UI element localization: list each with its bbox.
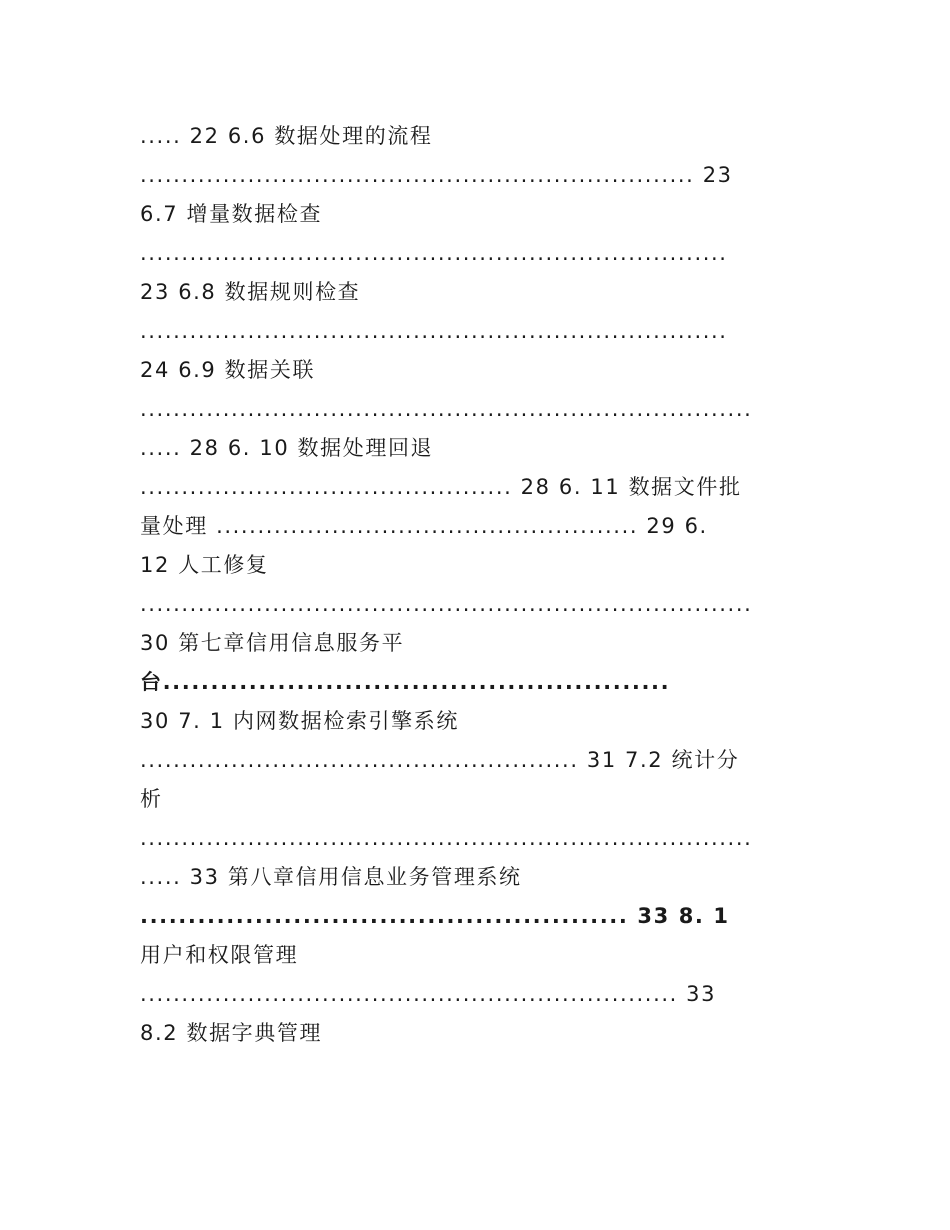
table-of-contents <box>140 117 820 1053</box>
toc-line: 23 6.8 数据规则检查 <box>140 280 361 304</box>
toc-line: 6.7 增量数据检查 <box>140 202 323 226</box>
toc-line: .......................................................................... <box>140 592 753 616</box>
toc-line: ....................................................................... <box>140 241 728 265</box>
toc-line: ..... 33 第八章信用信息业务管理系统 <box>140 865 522 889</box>
toc-line: 30 第七章信用信息服务平 <box>140 631 405 655</box>
toc-line: .......................................................................... <box>140 826 753 850</box>
toc-line: ................................................................... 23 <box>140 163 733 187</box>
toc-line: ................................................... 33 8. 1 <box>140 904 730 928</box>
toc-line: ............................................. 28 6. 11 数据文件批 <box>140 475 742 499</box>
toc-line: 台..................................................... <box>140 670 671 694</box>
toc-line: ..... 28 6. 10 数据处理回退 <box>140 436 434 460</box>
toc-line: ....................................................................... <box>140 319 728 343</box>
toc-line: 用户和权限管理 <box>140 943 299 967</box>
toc-line: 析 <box>140 787 163 811</box>
toc-line: 8.2 数据字典管理 <box>140 1021 323 1045</box>
toc-line: .......................................................................... <box>140 397 753 421</box>
toc-line: 30 7. 1 内网数据检索引擎系统 <box>140 709 459 733</box>
toc-line: 12 人工修复 <box>140 553 269 577</box>
toc-line: ..... 22 6.6 数据处理的流程 <box>140 124 433 148</box>
toc-line: ..................................................... 31 7.2 统计分 <box>140 748 740 772</box>
toc-line: ................................................................. 33 <box>140 982 717 1006</box>
toc-line: 量处理 ................................................... 29 6. <box>140 514 708 538</box>
toc-line: 24 6.9 数据关联 <box>140 358 316 382</box>
